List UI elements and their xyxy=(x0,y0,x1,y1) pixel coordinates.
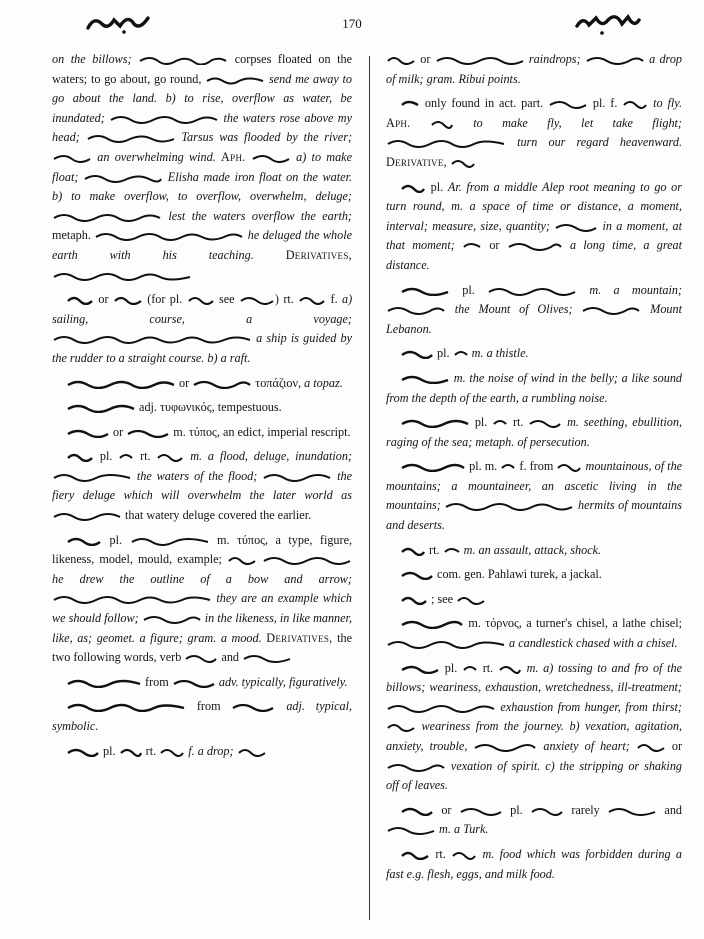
syriac-text xyxy=(456,593,486,605)
syriac-text xyxy=(451,848,477,860)
syriac-text xyxy=(386,720,416,732)
entry: rt. m. food which was forbidden during a fast e.g. flesh, eggs, and milk food. xyxy=(386,846,683,881)
syriac-text xyxy=(450,156,476,168)
syriac-text xyxy=(386,701,496,713)
left-column xyxy=(52,50,352,766)
syriac-text xyxy=(386,823,436,835)
syriac-text xyxy=(386,136,506,148)
syriac-text xyxy=(298,293,326,305)
syriac-text xyxy=(86,131,176,143)
syriac-headword xyxy=(400,97,420,109)
right-column xyxy=(386,50,682,889)
syriac-headword xyxy=(400,848,430,860)
syriac-text xyxy=(444,499,574,511)
syriac-text xyxy=(52,332,252,344)
syriac-text xyxy=(386,303,446,315)
syriac-headword xyxy=(400,416,470,428)
syriac-headword xyxy=(400,181,426,193)
syriac-text xyxy=(52,151,92,163)
syriac-headword xyxy=(400,460,466,472)
syriac-text xyxy=(636,740,666,752)
entry: or m. τύπος, an edict, imperial rescript. xyxy=(52,423,352,443)
entry: or (for pl. see ) rt. f. a) sailing, course, a voyage; a ship is guided by the rudder to a straight course. b) a raft. xyxy=(52,292,353,365)
entry: pl. m. f. from mountainous, of the mountains; a mountaineer, an ascetic living in the mountains; hermits of mountains and deserts. xyxy=(386,459,683,533)
entry: from adj. typical, symbolic. xyxy=(52,699,353,733)
syriac-text xyxy=(581,303,641,315)
syriac-text xyxy=(52,269,192,281)
entry: only found in act. part. pl. f. to fly. Aph. to make fly, let take flight; turn our regard heavenward. Derivative, xyxy=(386,96,683,169)
syriac-text xyxy=(192,377,252,389)
syriac-text xyxy=(386,637,506,649)
syriac-text xyxy=(459,804,503,816)
syriac-text xyxy=(492,416,508,428)
syriac-text xyxy=(462,662,478,674)
syriac-text xyxy=(548,97,588,109)
syriac-headword xyxy=(400,593,428,605)
syriac-text xyxy=(237,745,267,757)
syriac-text xyxy=(184,651,218,663)
syriac-headword xyxy=(66,401,136,413)
syriac-text xyxy=(242,651,292,663)
entry: adj. τυφωνικός, tempestuous. xyxy=(52,398,352,418)
syriac-text xyxy=(251,151,291,163)
syriac-text xyxy=(585,53,645,65)
running-head-right xyxy=(574,8,642,36)
syriac-headword xyxy=(400,617,464,629)
syriac-headword xyxy=(400,804,434,816)
syriac-text xyxy=(622,97,648,109)
syriac-headword xyxy=(66,426,110,438)
syriac-headword xyxy=(66,534,102,546)
entry: pl. m. a thistle. xyxy=(386,344,682,364)
entry: pl. rt. m. seething, ebullition, raging of the sea; metaph. of persecution. xyxy=(386,415,682,449)
entry: or pl. rarely and m. a Turk. xyxy=(386,801,682,840)
syriac-text xyxy=(443,544,461,556)
syriac-text xyxy=(507,239,563,251)
syriac-text xyxy=(473,740,537,752)
syriac-text xyxy=(94,229,244,241)
entry: or τοπάζιον, a topaz. xyxy=(52,374,352,394)
syriac-text xyxy=(113,293,143,305)
entry: or raindrops; a drop of milk; gram. Ribui points. xyxy=(386,52,683,86)
syriac-text xyxy=(231,700,275,712)
syriac-headword xyxy=(400,662,440,674)
entry: pl. Ar. from a middle Alep root meaning to go or turn round, m. a space of time or distance, a moment, interval; measure, size, quantity; in a moment, at that moment; or a long time, a great distance. xyxy=(386,179,683,272)
syriac-headword xyxy=(66,676,142,688)
syriac-text xyxy=(239,293,275,305)
syriac-text xyxy=(159,745,185,757)
syriac-text xyxy=(52,592,212,604)
syriac-headword xyxy=(66,450,94,462)
column-divider xyxy=(369,56,370,920)
syriac-text xyxy=(386,760,446,772)
syriac-text xyxy=(528,416,562,428)
entry: m. τόρνος, a turner's chisel, a lathe chisel; a candlestick chased with a chisel. xyxy=(386,614,682,653)
syriac-text xyxy=(52,210,162,222)
entry: m. the noise of wind in the belly; a like sound from the depth of the earth, a rumbling noise. xyxy=(386,370,683,405)
syriac-text xyxy=(462,239,482,251)
syriac-headword xyxy=(66,293,94,305)
syriac-headword xyxy=(66,700,186,712)
syriac-text xyxy=(386,53,416,65)
entry: ; see xyxy=(386,590,682,610)
syriac-text xyxy=(435,53,525,65)
page-number: 170 xyxy=(342,16,362,31)
syriac-headword xyxy=(400,372,450,384)
syriac-text xyxy=(554,220,598,232)
syriac-text xyxy=(453,347,469,359)
syriac-text xyxy=(262,470,332,482)
syriac-text xyxy=(487,284,577,296)
entry: pl. rt. f. a drop; xyxy=(52,742,352,762)
syriac-headword xyxy=(400,284,450,296)
syriac-text xyxy=(498,662,522,674)
syriac-headword xyxy=(400,568,434,580)
entry: pl. m. τύπος, a type, figure, likeness, model, mould, example; he drew the outline of a bow and arrow; they are an example which we should follow; in the likeness, in like manner, like, as; geomet. a figure; gram. a mood. Derivatives, the two following words, verb and xyxy=(52,532,353,665)
entry: from adv. typically, figuratively. xyxy=(52,673,352,693)
syriac-text xyxy=(156,450,184,462)
entry: com. gen. Pahlawi turek, a jackal. xyxy=(386,565,682,585)
entry: pl. rt. m. a flood, deluge, inundation; the waters of the flood; the fiery deluge which will overwhelm the later world as that watery deluge covered the earlier. xyxy=(52,449,353,523)
syriac-headword xyxy=(400,544,426,556)
entry: on the billows; corpses floated on the waters; to go about, go round, send me away to go about the land. b) to rise, overflow as water, be inundated; the waters rose above my head; Tarsus was flooded by the river; an overwhelming wind. Aph. a) to make float; Elisha made iron float on the water. b) to make overflow, to overflow, overwhelm, deluge; lest the waters overflow the earth; metaph. he deluged the whole earth with his teaching. Derivatives, xyxy=(52,50,352,285)
entry: pl. m. a mountain; the Mount of Olives; Mount Lebanon. xyxy=(386,282,683,336)
syriac-text xyxy=(142,612,202,624)
syriac-text xyxy=(119,745,143,757)
syriac-text xyxy=(130,534,210,546)
entry: pl. rt. m. a) tossing to and fro of the billows; weariness, exhaustion, wretchedness, ill-treatment; exhaustion from hunger, from thirst; weariness from the journey. b) vexation, agitation, anxiety, trouble, anxiety of heart; or vexation of spirit. c) the stripping or shaking off of leaves. xyxy=(386,660,683,793)
syriac-text xyxy=(83,171,163,183)
syriac-text xyxy=(118,450,134,462)
syriac-text xyxy=(187,293,215,305)
syriac-headword xyxy=(66,745,100,757)
syriac-text xyxy=(126,426,170,438)
syriac-text xyxy=(52,470,132,482)
syriac-text xyxy=(500,460,516,472)
syriac-text xyxy=(138,53,228,65)
entry: rt. m. an assault, attack, shock. xyxy=(386,541,682,561)
syriac-text xyxy=(52,509,122,521)
syriac-text xyxy=(262,553,352,565)
syriac-text xyxy=(109,112,219,124)
syriac-headword xyxy=(66,377,176,389)
syriac-text xyxy=(430,117,454,129)
syriac-text xyxy=(172,676,216,688)
syriac-text xyxy=(607,804,657,816)
syriac-text xyxy=(205,73,265,85)
syriac-text xyxy=(227,553,257,565)
syriac-headword xyxy=(400,347,434,359)
syriac-text xyxy=(530,804,564,816)
syriac-text xyxy=(556,460,582,472)
